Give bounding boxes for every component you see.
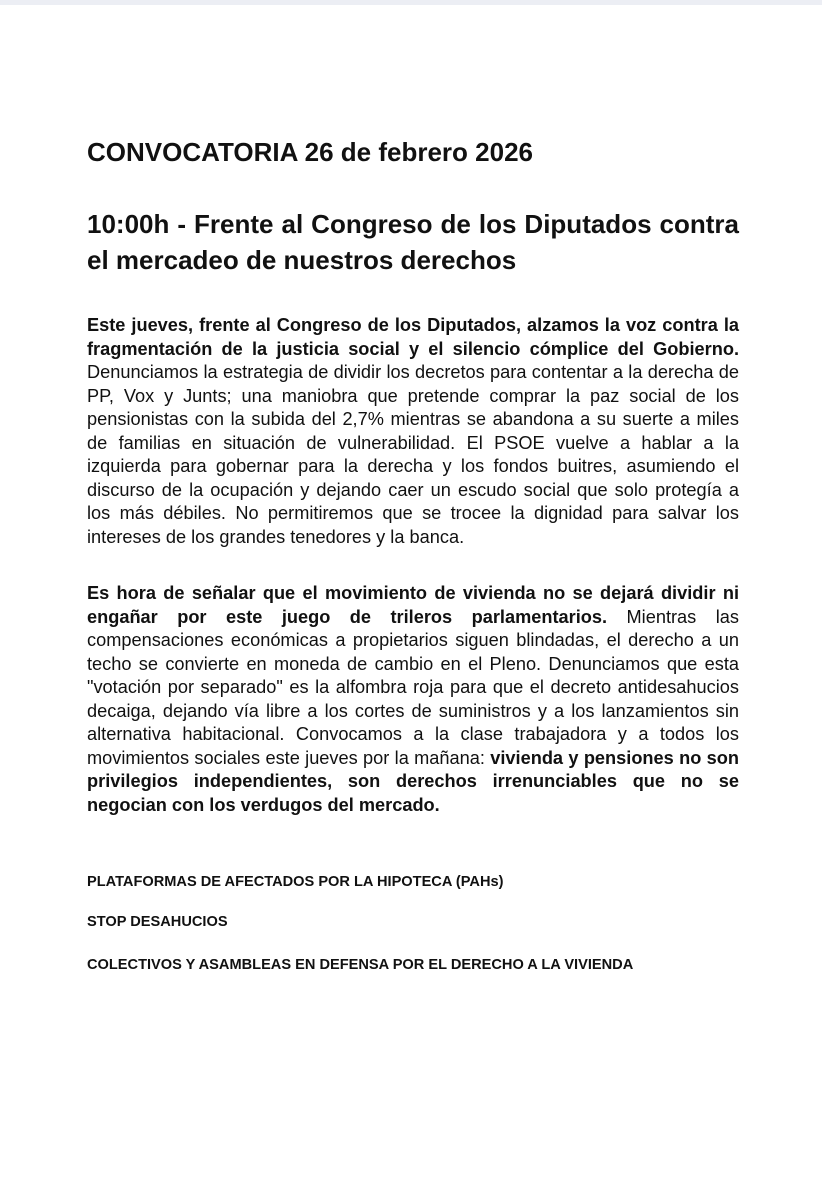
top-edge-bar <box>0 0 822 5</box>
paragraph-2-body: Mientras las compensaciones económicas a propietarios siguen blindadas, el derecho a un techo se convierte en moneda de cambio en el Pleno. Denunciamos que esta "votación por separado" es la alfombra roja para que el decreto antidesahucios decaiga, dejando vía libre a los cortes de suministros y a los lanzamientos sin alternativa habitacional. Convocamos a la clase trabajadora y a todos los movimientos sociales este jueves por la mañana: <box>87 606 739 768</box>
paragraph-1-body: Denunciamos la estrategia de dividir los decretos para contentar a la derecha de PP, Vox y Junts; una maniobra que pretende comprar la paz social de los pensionistas con la subida del 2,7% mientras se abandona a su suerte a miles de familias en situación de vulnerabilidad. El PSOE vuelve a hablar a la izquierda para gobernar para la derecha y los fondos buitres, asumiendo el discurso de la ocupación y dejando caer un escudo social que solo protegía a los más débiles. No permitiremos que se trocee la dignidad para salvar los intereses de los grandes tenedores y la banca. <box>87 362 739 547</box>
paragraph-1-bold-intro: Este jueves, frente al Congreso de los Diputados, alzamos la voz contra la fragmentación de la justicia social y el silencio cómplice del Gobierno. <box>87 315 739 359</box>
paragraph-2 <box>87 582 739 817</box>
paragraph-2-bold-intro: Es hora de señalar que el movimiento de vivienda no se dejará dividir ni engañar por este juego de trileros parlamentarios. <box>87 583 739 627</box>
paragraph-2-bold-outro: vivienda y pensiones no son privilegios independientes, son derechos irrenunciables que no se negocian con los verdugos del mercado. <box>87 747 739 815</box>
paragraph-1 <box>87 314 739 549</box>
document-subtitle: 10:00h - Frente al Congreso de los Diputados contra el mercadeo de nuestros derechos <box>87 209 739 275</box>
signatory-colectivos: COLECTIVOS Y ASAMBLEAS EN DEFENSA POR EL DERECHO A LA VIVIENDA <box>87 957 634 973</box>
document-title: CONVOCATORIA 26 de febrero 2026 <box>87 137 533 167</box>
signatory-stop-desahucios: STOP DESAHUCIOS <box>87 914 228 930</box>
signatory-pahs: PLATAFORMAS DE AFECTADOS POR LA HIPOTECA (PAHs) <box>87 874 504 890</box>
